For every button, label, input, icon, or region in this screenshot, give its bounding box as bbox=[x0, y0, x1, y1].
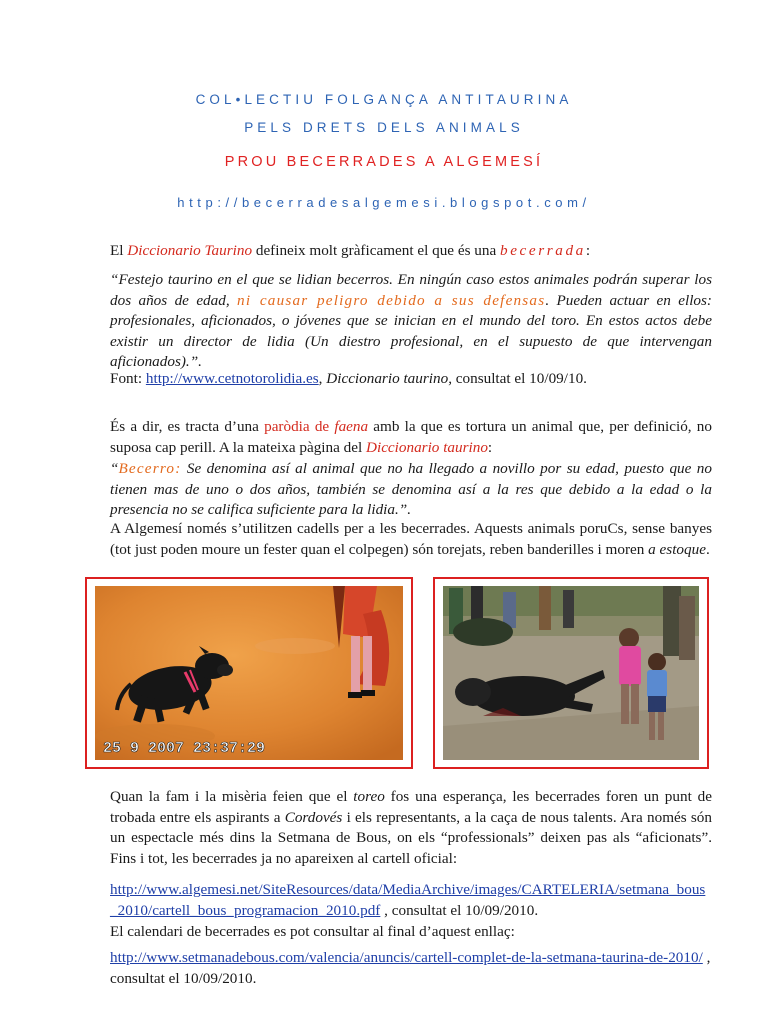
page-title: PROU BECERRADES A ALGEMESÍ bbox=[224, 154, 544, 170]
dying-calf-photo-image bbox=[443, 586, 699, 760]
cartell-reference: http://www.algemesi.net/SiteResources/data/MediaArchive/images/CARTELERIA/setmana_bous_2010/cartell_bous_programacion_2010.pdf , consultat el 10/09/2010. bbox=[110, 881, 706, 919]
setmanadebous-link[interactable]: http://www.setmanadebous.com/valencia/anuncis/cartell-complet-de-la-setmana-taurina-de-2010/ bbox=[110, 949, 703, 966]
definition-quote: “Festejo taurino en el que se lidian becerros. En ningún caso estos animales podrán superar los dos años de edad, ni causar peligro debido a sus defensas. Pueden actuar en ellos: profesionales, aficionados, o jóvenes que se inician en el mundo del toro. En estos actos debe existir un director de lidia (Un diestro profesional, en el supuesto de que intervengan aficionados).”. bbox=[110, 271, 712, 370]
algemesi-paragraph: A Algemesí només s’utilitzen cadells per a les becerrades. Aquests animals poruCs, sense banyes (tot just poden moure un fester quan el colpegen) són torejats, reben banderilles i moren a estoque. bbox=[110, 520, 712, 558]
becerro-quote: “Becerro: Se denomina así al animal que no ha llegado a novillo por su edad, puesto que no tienen mas de uno o dos años, también se denomina así a la res que debido a la edad o la presencia no se califica suficiente para la lidia.”. bbox=[110, 460, 712, 518]
cartell-pdf-link[interactable]: http://www.algemesi.net/SiteResources/data/MediaArchive/images/CARTELERIA/setmana_bous_2010/cartell_bous_programacion_2010.pdf bbox=[110, 881, 706, 919]
parody-paragraph: És a dir, es tracta d’una paròdia de faena amb la que es tortura un animal que, per definició, no suposa cap perill. A la mateixa pàgina del Diccionario taurino: bbox=[110, 418, 712, 456]
dictionary-name: Diccionario Taurino bbox=[127, 242, 253, 259]
becerrada-term: becerrada bbox=[500, 242, 586, 259]
collective-name: COL•LECTIU FOLGANÇA ANTITAURINA bbox=[195, 92, 573, 107]
history-paragraph: Quan la fam i la misèria feien que el toreo fos una esperança, les becerrades foren un punt de trobada entre els aspirants a Cordovés i els representants, a la caça de nous talents. Ara només són un espectacle més dins la Setmana de Bous, on els “professionals” deixen pas als “aficionats”. Fins i tot, les becerrades ja no apareixen al cartell oficial: bbox=[110, 788, 712, 867]
source-line: Font: http://www.cetnotorolidia.es, Diccionario taurino, consultat el 10/09/10. bbox=[110, 370, 587, 387]
cetnotorolidia-link[interactable]: http://www.cetnotorolidia.es bbox=[145, 370, 319, 387]
blog-url[interactable]: http://becerradesalgemesi.blogspot.com/ bbox=[177, 195, 591, 210]
intro-paragraph: El Diccionario Taurino defineix molt gràficament el que és una becerrada: bbox=[110, 242, 591, 259]
arena-photo bbox=[85, 577, 413, 769]
calendar-paragraph: El calendari de becerrades es pot consultar al final d’aquest enllaç: bbox=[110, 923, 515, 940]
photo-timestamp: 25 9 2007 23:37:29 bbox=[103, 740, 266, 757]
becerro-term: Becerro: bbox=[118, 460, 182, 477]
arena-photo-image bbox=[95, 586, 403, 760]
dying-calf-photo bbox=[433, 577, 709, 769]
collective-subtitle: PELS DRETS DELS ANIMALS bbox=[244, 120, 524, 135]
calendar-reference: http://www.setmanadebous.com/valencia/anuncis/cartell-complet-de-la-setmana-taurina-de-2010/ , consultat el 10/09/2010. bbox=[110, 949, 711, 987]
highlight-phrase: ni causar peligro debido a sus defensas bbox=[237, 291, 546, 309]
